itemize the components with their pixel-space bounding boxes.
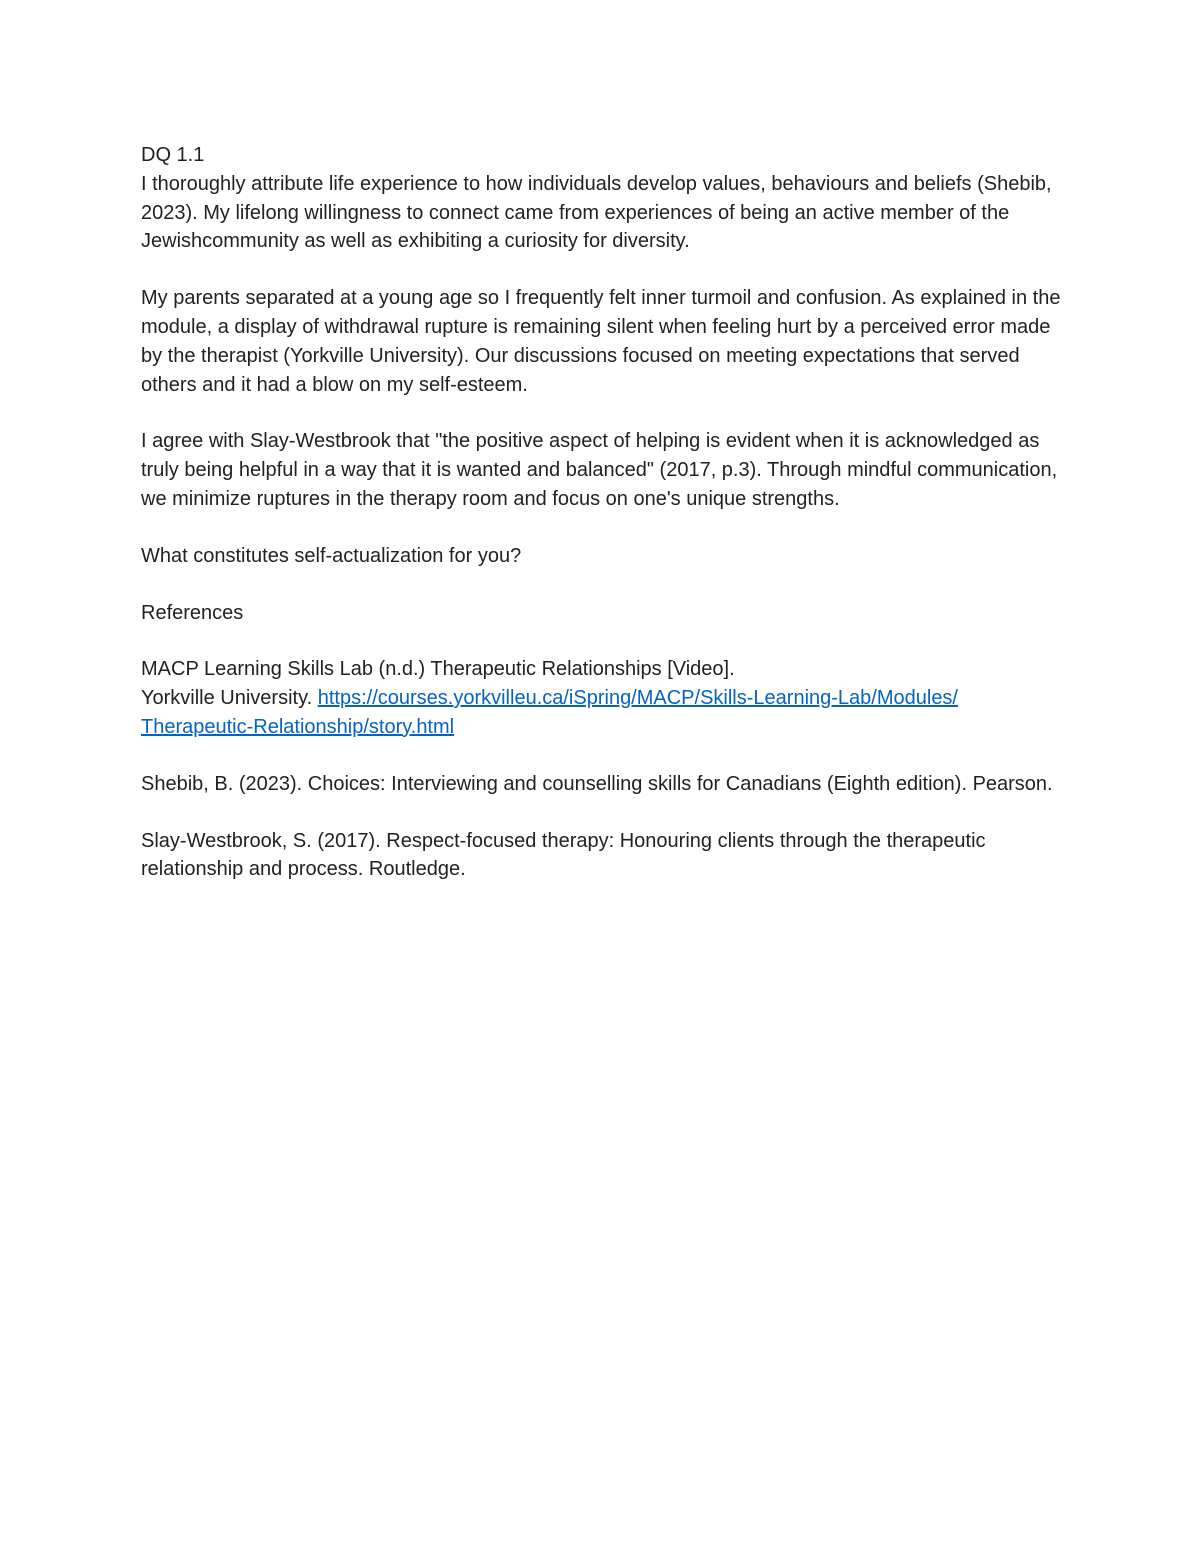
paragraph-gap xyxy=(141,571,1071,599)
reference-1-link-continued[interactable]: Therapeutic-Relationship/story.html xyxy=(141,715,455,738)
reference-2: Shebib, B. (2023). Choices: Interviewing and counselling skills for Canadians (Eighth edition). Pearson. xyxy=(141,772,1053,795)
document-heading: DQ 1.1 xyxy=(141,144,205,166)
reference-1-link[interactable]: https://courses.yorkvilleu.ca/iSpring/MACP/Skills-Learning-Lab/Modules/ xyxy=(317,687,958,710)
reference-1-line-2 xyxy=(141,684,1071,713)
paragraph-gap xyxy=(141,514,1071,542)
discussion-question: What constitutes self-actualization for you? xyxy=(141,544,522,567)
paragraph-gap xyxy=(141,399,1071,427)
reference-1-line-1: MACP Learning Skills Lab (n.d.) Therapeutic Relationships [Video]. xyxy=(141,658,735,681)
reference-1-line-3 xyxy=(141,713,1071,742)
reference-3: Slay-Westbrook, S. (2017). Respect-focused therapy: Honouring clients through the therapeutic relationship and process. Routledge. xyxy=(141,829,986,881)
paragraph-gap xyxy=(141,742,1071,770)
paragraph-3: I agree with Slay-Westbrook that "the positive aspect of helping is evident when it is acknowledged as truly being helpful in a way that it is wanted and balanced" (2017, p.3). Through mindful communication, we minimize ruptures in the therapy room and focus on one's unique strengths. xyxy=(141,430,1058,510)
paragraph-gap xyxy=(141,256,1071,284)
paragraph-1: I thoroughly attribute life experience to how individuals develop values, behaviours and beliefs (Shebib, 2023). My lifelong willingness to connect came from experiences of being an active member of the Jewishcommunity as well as exhibiting a curiosity for diversity. xyxy=(141,172,1052,253)
reference-1-publisher: Yorkville University. xyxy=(141,687,318,710)
paragraph-gap xyxy=(141,799,1071,827)
document-body xyxy=(141,141,1071,884)
paragraph-2: My parents separated at a young age so I frequently felt inner turmoil and confusion. As explained in the module, a display of withdrawal rupture is remaining silent when feeling hurt by a perceived error made by the therapist (Yorkville University). Our discussions focused on meeting expectations that served others and it had a blow on my self-esteem. xyxy=(141,287,1061,396)
references-heading: References xyxy=(141,601,244,624)
paragraph-gap xyxy=(141,627,1071,655)
